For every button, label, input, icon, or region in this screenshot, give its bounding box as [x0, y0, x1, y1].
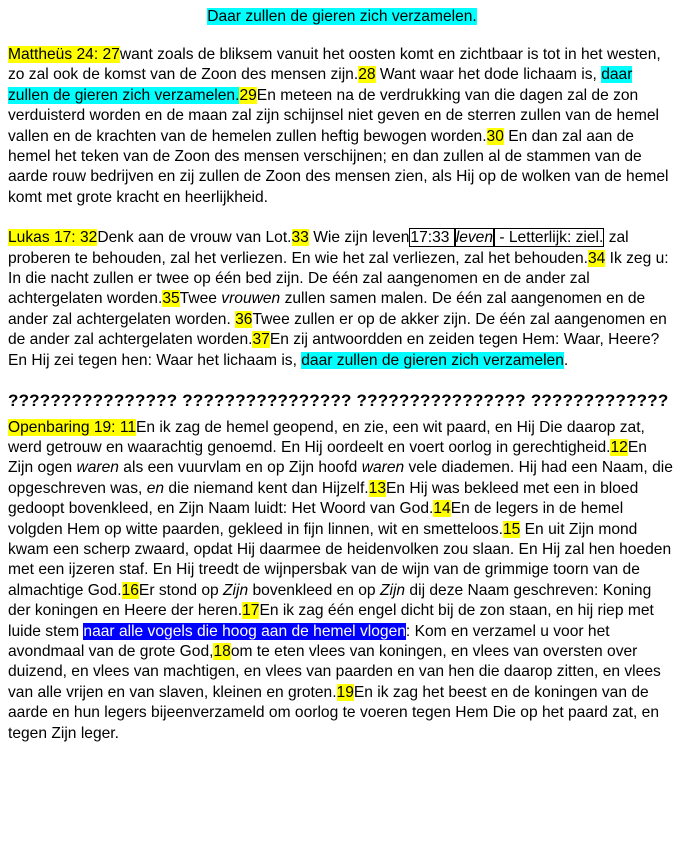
verse-reference: 18: [213, 642, 231, 660]
footnote-box: 17:33: [410, 229, 454, 247]
italic-word: vrouwen: [221, 290, 281, 308]
verse-reference: Mattheüs 24: 27: [8, 46, 120, 63]
verse-reference: 14: [433, 500, 451, 518]
text-run: En zij antwoordden en zeiden tegen Hem: Waar, Heere? En Hij zei tegen hen: Waar het lichaam is,: [8, 331, 660, 369]
italic-word: en: [146, 479, 165, 497]
text-run: zal proberen te behouden, zal het verliezen. En wie het zal verliezen, zal het behouden.: [8, 229, 629, 267]
text-run: die niemand kent dan Hijzelf.: [164, 479, 369, 497]
verse-reference: 28: [358, 66, 376, 84]
text-run: En uit Zijn mond kwam een scherp zwaard, opdat Hij daarmee de heidenvolken zou slaan. En Hij zal hen hoeden met een ijzeren staf. En Hij treedt de wijnpersbak van de wijn van de grimmige toorn van de almachtige God.: [8, 520, 672, 599]
verse-reference: Openbaring 19: 11: [8, 418, 137, 436]
verse-reference: 15: [502, 520, 521, 538]
text-run: bovenkleed en op: [248, 581, 380, 599]
verse-reference: 33: [291, 229, 309, 247]
text-run: Twee: [179, 290, 222, 308]
text-run: Want waar het dode lichaam is,: [375, 66, 602, 84]
text-run: als een vuurvlam en op Zijn hoofd: [118, 459, 362, 477]
footnote-box: leven: [455, 229, 494, 247]
text-run: En ik zag één engel dicht bij de zon staan, en hij riep met luide stem: [8, 602, 654, 640]
italic-word: Zijn: [223, 581, 249, 599]
text-run: om te eten vlees van koningen, en vlees van oversten over duizend, en vlees van machtigen, en vlees van paarden en van hen die daarop zitten, en vlees van alle vrijen en van slaven, kleinen en groten.: [8, 642, 661, 701]
verse-reference: 16: [121, 581, 139, 599]
italic-word: waren: [76, 459, 119, 477]
italic-word: waren: [361, 459, 405, 477]
text-run: zullen samen malen. De één zal aangenomen en de ander zal achtergelaten worden.: [8, 290, 646, 328]
highlighted-phrase: daar zullen de gieren zich verzamelen: [301, 351, 564, 369]
footnote-box: - Letterlijk: ziel.: [495, 229, 604, 247]
verse-reference: 29: [239, 86, 257, 104]
passage-revelation: [8, 418, 676, 745]
text-run: Twee zullen er op de akker zijn. De één zal aangenomen en de ander zal achtergelaten worden.: [8, 310, 667, 349]
text-run: want zoals de bliksem vanuit het oosten komt en zichtbaar is tot in het westen, zo zal ook de komst van de Zoon des mensen zijn.: [8, 46, 661, 84]
text-run: En ik zag de hemel geopend, en zie, een wit paard, en Hij Die daarop zat, werd getrouw en waarachtig genoemd. En Hij oordeelt en voert oorlog in gerechtigheid.: [8, 418, 645, 456]
verse-reference: 34: [587, 249, 606, 267]
text-run: En meteen na de verdrukking van die dagen zal de zon verduisterd worden en de maan zal zijn schijnsel niet geven en de sterren zullen van de hemel vallen en de krachten van de hemelen zullen heftig bewogen worden.: [8, 86, 659, 145]
text-run: En Zijn ogen: [8, 438, 647, 477]
text-run: En de legers in de hemel volgden Hem op witte paarden, gekleed in fijn linnen, wit en smetteloos.: [8, 500, 624, 538]
verse-reference: 35: [162, 290, 180, 308]
passage-luke: [8, 228, 676, 371]
text-run: En Hij was bekleed met een in bloed gedoopt bovenkleed, en Zijn Naam luidt: Het Woord van God.: [8, 479, 639, 518]
verse-reference: 30: [486, 127, 504, 145]
text-run: En dan zal aan de hemel het teken van de Zoon des mensen verschijnen; en dan zullen al de stammen van de aarde rouw bedrijven en zij zullen de Zoon des mensen zien, als Hij op de wolken van de hemel komt met grote kracht en heerlijkheid.: [8, 127, 669, 206]
text-run: vele diademen. Hij had een Naam, die opgeschreven was,: [8, 459, 673, 497]
highlighted-phrase: daar zullen de gieren zich verzamelen.: [8, 66, 633, 104]
text-run: : Kom en verzamel u voor het avondmaal van de grote God,: [8, 622, 610, 660]
verse-reference: 37: [252, 331, 270, 349]
verse-reference: 19: [336, 683, 354, 701]
verse-reference: Lukas 17: 32: [8, 229, 98, 247]
text-run: Ik zeg u: In die nacht zullen er twee op één bed zijn. De één zal aangenomen en de ander zal achtergelaten worden.: [8, 249, 669, 308]
passage-matthew: [8, 45, 676, 208]
text-run: dij deze Naam geschreven: Koning der koningen en Heere der heren.: [8, 581, 652, 620]
text-run: En ik zag het beest en de koningen van de aarde en hun legers bijeenverzameld om oorlog te voeren tegen Hem Die op het paard zat, en tegen Zijn leger.: [8, 683, 660, 742]
text-run: Er stond op: [138, 581, 224, 599]
verse-reference: 13: [368, 479, 386, 497]
verse-reference: 17: [242, 602, 260, 620]
verse-reference: 12: [610, 438, 628, 456]
italic-word: Zijn: [379, 581, 406, 599]
document-page: [8, 0, 676, 744]
verse-reference: 36: [235, 310, 253, 328]
text-run: Wie zijn leven: [308, 229, 410, 247]
highlighted-call: naar alle vogels die hoog aan de hemel vlogen: [83, 622, 406, 640]
page-title: Daar zullen de gieren zich verzamelen.: [207, 8, 477, 25]
text-run: .: [563, 351, 569, 369]
separator-line: ???????????????? ???????????????? ???????????????? ?????????????: [8, 391, 669, 411]
title-line: [8, 5, 676, 29]
text-run: Denk aan de vrouw van Lot.: [97, 229, 292, 247]
